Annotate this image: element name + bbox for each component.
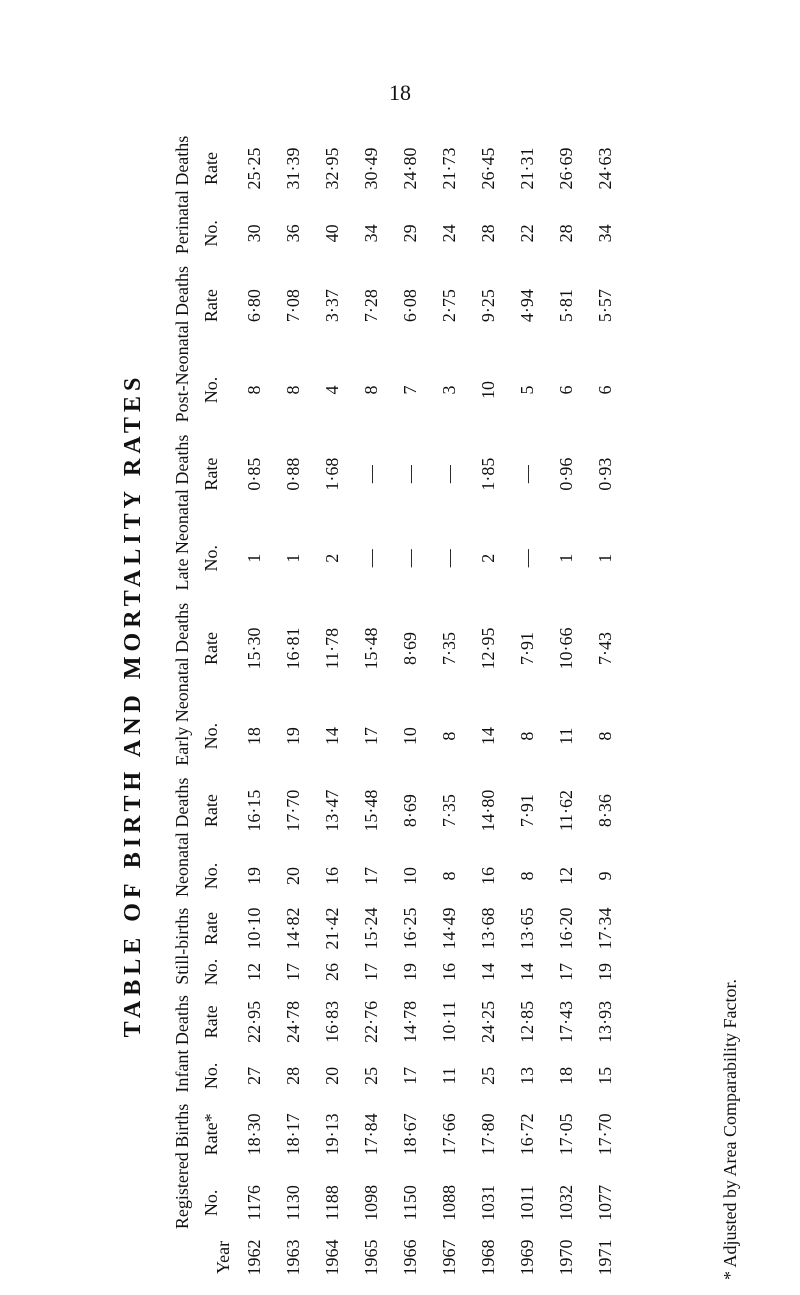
table-row [391, 130, 430, 1280]
value-cell: 26·69 [556, 147, 577, 190]
value-cell: 7·08 [283, 289, 304, 323]
value-cell: 36 [283, 224, 304, 243]
value-cell: 17 [361, 727, 382, 746]
value-cell: 15·48 [361, 627, 382, 670]
value-cell: 7·28 [361, 289, 382, 323]
value-cell: 16·25 [400, 907, 421, 950]
footnote: * Adjusted by Area Comparability Factor. [720, 979, 740, 1280]
value-cell: 25·25 [244, 147, 265, 190]
no-header: No. [200, 1062, 221, 1090]
value-cell: — [361, 549, 382, 568]
value-cell: 17·84 [361, 1113, 382, 1156]
value-cell: 34 [595, 224, 616, 243]
no-header: No. [200, 1189, 221, 1217]
value-cell: 15·48 [361, 789, 382, 832]
table-row [586, 130, 625, 1280]
value-cell: 4·94 [517, 289, 538, 323]
still-births-header: Still-births [172, 907, 192, 985]
value-cell: 13·65 [517, 907, 538, 950]
value-cell: 1 [556, 553, 577, 563]
year-cell: 1967 [439, 1239, 460, 1276]
year-cell: 1962 [244, 1239, 265, 1276]
value-cell: 11·62 [556, 789, 577, 832]
value-cell: 8·36 [595, 794, 616, 828]
value-cell: 5·57 [595, 289, 616, 323]
value-cell: 8 [517, 731, 538, 741]
value-cell: 24·80 [400, 147, 421, 190]
value-cell: 26·45 [478, 147, 499, 190]
value-cell: 18·17 [283, 1113, 304, 1156]
value-cell: 32·95 [322, 147, 343, 190]
value-cell: 8 [283, 385, 304, 395]
rate-header: Rate [200, 151, 221, 185]
value-cell: 1 [283, 553, 304, 563]
value-cell: 9 [595, 871, 616, 881]
value-cell: 28 [283, 1066, 304, 1085]
value-cell: 19·13 [322, 1113, 343, 1156]
value-cell: 28 [478, 224, 499, 243]
value-cell: 3·37 [322, 289, 343, 323]
value-cell: 28 [556, 224, 577, 243]
value-cell: 19 [400, 963, 421, 982]
value-cell: 10 [400, 866, 421, 885]
value-cell: 6 [556, 385, 577, 395]
registered-births-header: Registered Births [172, 1103, 192, 1230]
value-cell: 7·91 [517, 794, 538, 828]
rate-header: Rate* [200, 1113, 221, 1156]
year-cell: 1969 [517, 1239, 538, 1276]
value-cell: 8 [361, 385, 382, 395]
value-cell: 1·85 [478, 457, 499, 491]
value-cell: 16 [478, 866, 499, 885]
value-cell: 17 [361, 866, 382, 885]
value-cell: 1011 [517, 1185, 538, 1221]
value-cell: 1031 [478, 1184, 499, 1221]
value-cell: 21·31 [517, 147, 538, 190]
value-cell: 16·72 [517, 1113, 538, 1156]
post-neonatal-deaths-header: Post-Neonatal Deaths [172, 265, 192, 423]
value-cell: 14 [322, 727, 343, 746]
year-cell: 1966 [400, 1239, 421, 1276]
value-cell: 16 [439, 963, 460, 982]
value-cell: 9·25 [478, 289, 499, 323]
value-cell: 14·82 [283, 907, 304, 950]
value-cell: 26 [322, 963, 343, 982]
value-cell: 1 [244, 553, 265, 563]
value-cell: 5·81 [556, 289, 577, 323]
value-cell: 1088 [439, 1184, 460, 1221]
value-cell: 15·30 [244, 627, 265, 670]
value-cell: 2 [478, 553, 499, 563]
value-cell: 4 [322, 385, 343, 395]
value-cell: 16·20 [556, 907, 577, 950]
table-row [313, 130, 352, 1280]
value-cell: 17·05 [556, 1113, 577, 1156]
late-neonatal-deaths-header: Late Neonatal Deaths [172, 434, 192, 591]
rate-header: Rate [200, 1005, 221, 1039]
year-cell: 1971 [595, 1239, 616, 1276]
value-cell: 7·91 [517, 632, 538, 666]
value-cell: 1098 [361, 1184, 382, 1221]
value-cell: 1130 [283, 1185, 304, 1221]
value-cell: — [439, 549, 460, 568]
year-cell: 1963 [283, 1239, 304, 1276]
infant-deaths-header: Infant Deaths [172, 995, 192, 1093]
value-cell: 18 [556, 1066, 577, 1085]
value-cell: 1032 [556, 1184, 577, 1221]
value-cell: 1077 [595, 1184, 616, 1221]
value-cell: 13·68 [478, 907, 499, 950]
value-cell: 13 [517, 1066, 538, 1085]
value-cell: 34 [361, 224, 382, 243]
value-cell: 7·35 [439, 632, 460, 666]
value-cell: 20 [322, 1066, 343, 1085]
year-header: Year [212, 1240, 233, 1275]
value-cell: 30 [244, 224, 265, 243]
value-cell: 22 [517, 224, 538, 243]
value-cell: 15 [595, 1066, 616, 1085]
value-cell: 17·70 [283, 789, 304, 832]
value-cell: 14·78 [400, 1000, 421, 1043]
value-cell: 16·81 [283, 627, 304, 670]
value-cell: 7 [400, 385, 421, 395]
table-row [508, 130, 547, 1280]
value-cell: 17 [400, 1066, 421, 1085]
value-cell: 10 [400, 727, 421, 746]
value-cell: 31·39 [283, 147, 304, 190]
year-cell: 1964 [322, 1239, 343, 1276]
value-cell: 14·49 [439, 907, 460, 950]
value-cell: 19 [283, 727, 304, 746]
no-header: No. [200, 862, 221, 890]
value-cell: 6·08 [400, 289, 421, 323]
value-cell: 14·80 [478, 789, 499, 832]
year-cell: 1968 [478, 1239, 499, 1276]
perinatal-deaths-header: Perinatal Deaths [172, 135, 192, 255]
value-cell: 0·96 [556, 457, 577, 491]
value-cell: 8·69 [400, 632, 421, 666]
value-cell: 0·88 [283, 457, 304, 491]
value-cell: — [361, 465, 382, 484]
year-cell: 1970 [556, 1239, 577, 1276]
value-cell: 21·73 [439, 147, 460, 190]
no-header: No. [200, 722, 221, 750]
value-cell: 8 [595, 731, 616, 741]
no-header: No. [200, 958, 221, 986]
value-cell: — [400, 465, 421, 484]
no-header: No. [200, 220, 221, 247]
value-cell: 24·63 [595, 147, 616, 190]
rotated-table-block [120, 130, 760, 1280]
table-row [352, 130, 391, 1280]
table-row [235, 130, 274, 1280]
value-cell: 20 [283, 866, 304, 885]
value-cell: 19 [244, 866, 265, 885]
value-cell: 7·35 [439, 794, 460, 828]
rate-header: Rate [200, 289, 221, 323]
neonatal-deaths-header: Neonatal Deaths [172, 777, 192, 898]
year-cell: 1965 [361, 1239, 382, 1276]
value-cell: 17·43 [556, 1000, 577, 1043]
value-cell: 18·67 [400, 1113, 421, 1156]
rate-header: Rate [200, 457, 221, 491]
table-title: TABLE OF BIRTH AND MORTALITY RATES [120, 372, 146, 1038]
value-cell: 5 [517, 385, 538, 395]
value-cell: 19 [595, 963, 616, 982]
rate-header: Rate [200, 632, 221, 666]
value-cell: 10 [478, 380, 499, 399]
value-cell: 8 [517, 871, 538, 881]
value-cell: 0·93 [595, 457, 616, 491]
value-cell: 25 [478, 1066, 499, 1085]
value-cell: 11 [439, 1067, 460, 1085]
value-cell: 17·80 [478, 1113, 499, 1156]
value-cell: 16·83 [322, 1000, 343, 1043]
value-cell: 8 [244, 385, 265, 395]
table-body [235, 130, 625, 1280]
value-cell: 10·66 [556, 627, 577, 670]
table-row [430, 130, 469, 1280]
value-cell: 17 [361, 963, 382, 982]
value-cell: 17·34 [595, 907, 616, 950]
value-cell: 8·69 [400, 794, 421, 828]
value-cell: 17 [556, 963, 577, 982]
value-cell: 0·85 [244, 457, 265, 491]
group-header-row [170, 130, 195, 1280]
value-cell: 17·70 [595, 1113, 616, 1156]
table-row [469, 130, 508, 1280]
value-cell: 1188 [322, 1185, 343, 1221]
value-cell: 17·66 [439, 1113, 460, 1156]
no-header: No. [200, 376, 221, 404]
value-cell: 1·68 [322, 457, 343, 491]
value-cell: 18 [244, 727, 265, 746]
value-cell: 24·25 [478, 1000, 499, 1043]
value-cell: 10·11 [439, 1001, 460, 1043]
value-cell: 17 [283, 963, 304, 982]
no-header: No. [200, 544, 221, 572]
value-cell: 27 [244, 1066, 265, 1085]
value-cell: 8 [439, 871, 460, 881]
value-cell: 16·15 [244, 789, 265, 832]
value-cell: — [517, 465, 538, 484]
table-row [547, 130, 586, 1280]
value-cell: 24·78 [283, 1000, 304, 1043]
rate-header: Rate [200, 911, 221, 945]
value-cell: 18·30 [244, 1113, 265, 1156]
value-cell: 22·76 [361, 1000, 382, 1043]
value-cell: 12·85 [517, 1000, 538, 1043]
value-cell: 6 [595, 385, 616, 395]
value-cell: 16 [322, 866, 343, 885]
early-neonatal-deaths-header: Early Neonatal Deaths [172, 602, 192, 766]
value-cell: 29 [400, 224, 421, 243]
sub-header-row [195, 130, 236, 1280]
value-cell: 15·24 [361, 907, 382, 950]
value-cell: 14 [517, 963, 538, 982]
value-cell: 11·78 [322, 627, 343, 670]
value-cell: 22·95 [244, 1000, 265, 1043]
value-cell: 13·93 [595, 1000, 616, 1043]
value-cell: 30·49 [361, 147, 382, 190]
value-cell: 40 [322, 224, 343, 243]
value-cell: 13·47 [322, 789, 343, 832]
value-cell: 21·42 [322, 907, 343, 950]
value-cell: 2·75 [439, 289, 460, 323]
value-cell: 2 [322, 553, 343, 563]
value-cell: 10·10 [244, 907, 265, 950]
value-cell: — [517, 549, 538, 568]
value-cell: — [400, 549, 421, 568]
value-cell: 24 [439, 224, 460, 243]
value-cell: 1150 [400, 1185, 421, 1221]
value-cell: 3 [439, 385, 460, 395]
value-cell: 12 [556, 866, 577, 885]
rate-header: Rate [200, 794, 221, 828]
value-cell: 25 [361, 1066, 382, 1085]
value-cell: 1 [595, 553, 616, 563]
table-row [274, 130, 313, 1280]
page-number: 18 [389, 80, 411, 105]
value-cell: — [439, 465, 460, 484]
value-cell: 12 [244, 963, 265, 982]
value-cell: 1176 [244, 1185, 265, 1221]
value-cell: 12·95 [478, 627, 499, 670]
birth-mortality-table [170, 130, 625, 1280]
value-cell: 8 [439, 731, 460, 741]
value-cell: 14 [478, 727, 499, 746]
value-cell: 6·80 [244, 289, 265, 323]
value-cell: 11 [556, 727, 577, 745]
value-cell: 14 [478, 963, 499, 982]
value-cell: 7·43 [595, 632, 616, 666]
